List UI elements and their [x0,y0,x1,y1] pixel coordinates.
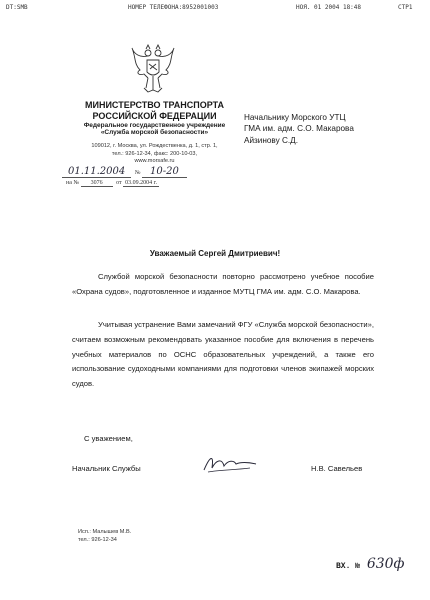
letter-paragraph-2: Учитывая устранение Вами замечаний ФГУ «Служба морской безопасности», считаем возможным рекомендовать указанное пособие для включения в перечень учебных материалов по ОСНС образовательных учреждений, а также его использование судоходными компаниями для подготовки членов экипажей морских судов. [72,320,374,389]
salutation: Уважаемый Сергей Дмитриевич! [149,249,281,258]
fax-phone-number: НОМЕР ТЕЛЕФОНА:8952001003 [128,4,219,11]
reference-date-prefix: от [116,180,122,186]
outgoing-date: 01.11.2004 [62,166,131,178]
address-line1: 109012, г. Москва, ул. Рождественка, д. 1, стр. 1, [91,143,218,149]
executor-name: Исп.: Малышев М.В. [78,529,132,535]
institution-name-line2: «Служба морской безопасности» [100,129,209,137]
executor-info [78,528,131,544]
outgoing-number-prefix: № [134,170,141,176]
incoming-stamp-label: ВХ. № [336,562,361,571]
recipient-line2: ГМА им. адм. С.О. Макарова [244,124,354,134]
reference-registration [66,180,159,186]
signer-title: Начальник Службы [72,464,141,473]
recipient-block [244,112,424,146]
coat-of-arms-icon [130,42,176,98]
ministry-name-line1: МИНИСТЕРСТВО ТРАНСПОРТА [84,100,225,110]
fax-sender-id: DT:SMB [6,4,28,11]
incoming-stamp [336,556,405,572]
fax-page-number: СТР1 [398,4,413,11]
address-line3: www.morsafe.ru [134,158,175,165]
reference-number: 3076 [81,180,113,187]
fax-header [6,4,420,14]
incoming-number: 630ф [366,556,405,572]
outgoing-number: 10-20 [142,166,187,178]
closing-phrase: С уважением, [84,434,133,443]
ministry-header [62,100,247,137]
reference-number-prefix: на № [66,180,80,186]
ministry-name-line2: РОССИЙСКОЙ ФЕДЕРАЦИИ [92,110,217,121]
handwritten-signature [200,450,260,476]
letter-paragraph-1: Службой морской безопасности повторно рассмотрено учебное пособие «Охрана судов», подготовленное и изданное МУТЦ ГМА им. адм. С.О. Макарова. [72,272,374,296]
reference-date: 03.09.2004 г. [125,180,157,186]
address-line2: тел.: 926-12-34, факс: 200-10-03, [111,150,198,157]
recipient-line3: Айзинову С.Д. [244,135,298,145]
outgoing-registration [62,166,187,177]
recipient-line1: Начальнику Морского УТЦ [244,113,346,122]
institution-name-line1: Федеральное государственное учреждение [83,121,226,129]
fax-datetime: НОЯ. 01 2004 18:48 [296,4,362,11]
sender-address [62,143,247,166]
signer-name: Н.В. Савельев [311,464,363,473]
executor-phone: тел.: 926-12-34 [78,537,117,544]
